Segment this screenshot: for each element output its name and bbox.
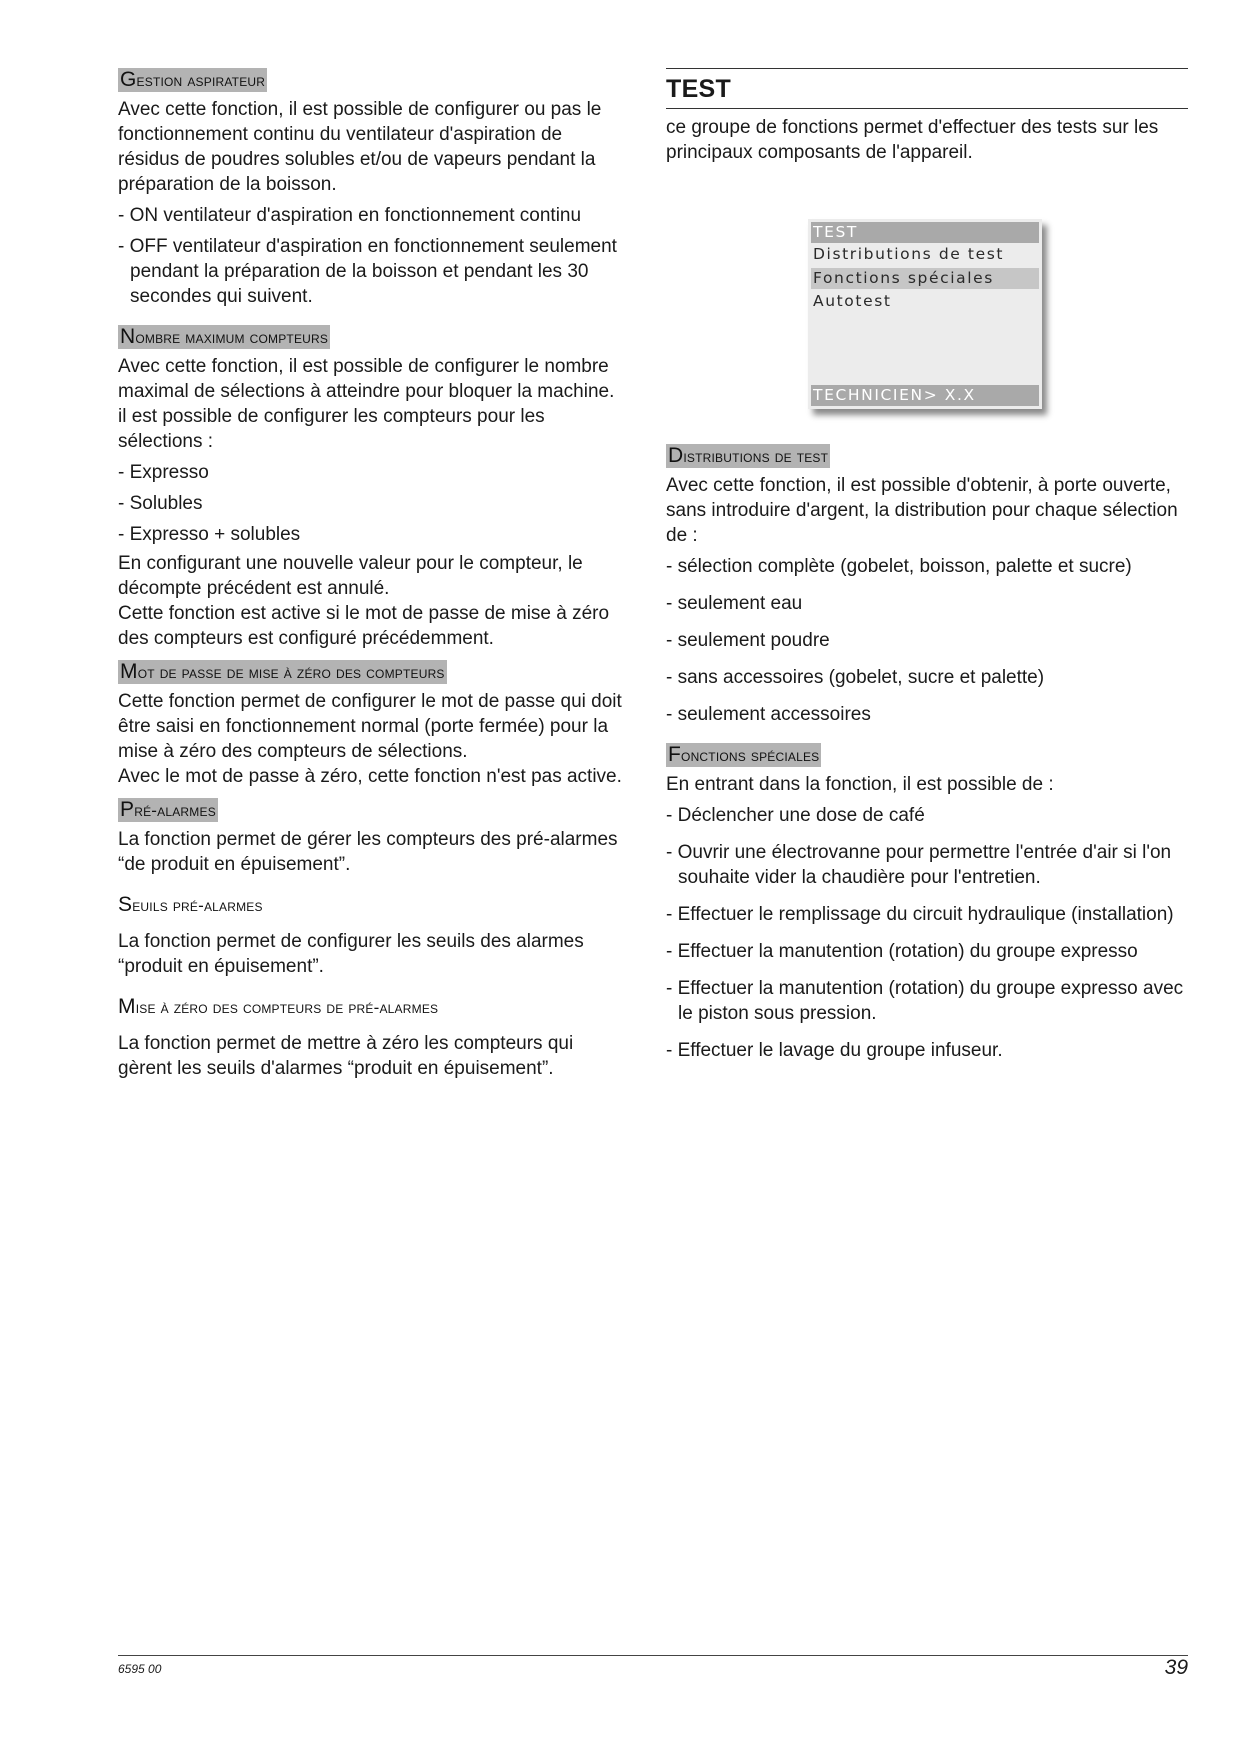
left-column bbox=[118, 68, 628, 1081]
screen-menu-item: Autotest bbox=[813, 292, 892, 310]
paragraph: La fonction permet de configurer les seuils des alarmes “produit en épuisement”. bbox=[118, 931, 584, 977]
paragraph: La fonction permet de mettre à zéro les compteurs qui gèrent les seuils d'alarmes “produit en épuisement”. bbox=[118, 1033, 574, 1079]
heading-mot-de-passe: Mot de passe de mise à zéro des compteurs bbox=[120, 660, 445, 683]
screen-header: TEST bbox=[811, 222, 1039, 243]
paragraph: il est possible de configurer les compteurs pour les sélections : bbox=[118, 406, 545, 452]
heading-fonctions-speciales: Fonctions spéciales bbox=[668, 743, 820, 766]
heading-pre-alarmes: Pré-alarmes bbox=[120, 798, 216, 821]
paragraph: Cette fonction permet de configurer le mot de passe qui doit être saisi en fonctionnement normal (porte fermée) pour la mise à zéro des compteurs de sélections. bbox=[118, 691, 622, 762]
paragraph: La fonction permet de gérer les compteurs des pré-alarmes “de produit en épuisement”. bbox=[118, 829, 618, 875]
list-item: - Effectuer le lavage du groupe infuseur. bbox=[666, 1040, 1003, 1061]
list-item: - sélection complète (gobelet, boisson, palette et sucre) bbox=[666, 556, 1132, 577]
list-item: - Effectuer le remplissage du circuit hydraulique (installation) bbox=[666, 904, 1174, 925]
list-item: - sans accessoires (gobelet, sucre et palette) bbox=[666, 667, 1045, 688]
heading-mise-a-zero-pre-alarmes: Mise à zéro des compteurs de pré-alarmes bbox=[118, 995, 439, 1018]
heading-gestion-aspirateur: Gestion aspirateur bbox=[120, 68, 266, 91]
page-number: 39 bbox=[1164, 1656, 1188, 1679]
list-item: - Effectuer la manutention (rotation) du groupe expresso avec le piston sous pression. bbox=[666, 978, 1184, 1024]
paragraph: Avec cette fonction, il est possible d'obtenir, à porte ouverte, sans introduire d'argent, la distribution pour chaque sélection de : bbox=[666, 475, 1178, 546]
list-item: - Ouvrir une électrovanne pour permettre l'entrée d'air si l'on souhaite vider la chaudière pour l'entretien. bbox=[666, 842, 1172, 888]
list-item: - ON ventilateur d'aspiration en fonctionnement continu bbox=[118, 205, 582, 226]
test-title-block bbox=[666, 68, 1188, 109]
paragraph: Avec cette fonction, il est possible de configurer ou pas le fonctionnement continu du ventilateur d'aspiration de résidus de poudres solubles et/ou de vapeurs pendant la préparation de la boisson. bbox=[118, 99, 602, 195]
list-item: - Déclencher une dose de café bbox=[666, 805, 925, 826]
heading-nombre-maximum-compteurs: Nombre maximum compteurs bbox=[120, 325, 329, 348]
list-item: - OFF ventilateur d'aspiration en fonctionnement seulement pendant la préparation de la boisson et pendant les 30 secondes qui suivent. bbox=[118, 236, 617, 307]
paragraph: ce groupe de fonctions permet d'effectuer des tests sur les principaux composants de l'appareil. bbox=[666, 117, 1159, 163]
display-screen bbox=[808, 219, 1042, 409]
paragraph: En entrant dans la fonction, il est possible de : bbox=[666, 774, 1054, 795]
list-item: - Expresso + solubles bbox=[118, 524, 301, 545]
heading-seuils-pre-alarmes: Seuils pré-alarmes bbox=[118, 893, 263, 916]
list-item: - seulement accessoires bbox=[666, 704, 871, 725]
list-item: - Expresso bbox=[118, 462, 209, 483]
document-code: 6595 00 bbox=[118, 1662, 162, 1676]
screen-footer: TECHNICIEN> X.X bbox=[811, 385, 1039, 406]
list-item: - seulement eau bbox=[666, 593, 803, 614]
heading-distributions-de-test: Distributions de test bbox=[668, 444, 829, 467]
list-item: - seulement poudre bbox=[666, 630, 830, 651]
paragraph: Cette fonction est active si le mot de passe de mise à zéro des compteurs est configuré précédemment. bbox=[118, 603, 610, 649]
footer-divider bbox=[118, 1655, 1188, 1656]
paragraph: En configurant une nouvelle valeur pour le compteur, le décompte précédent est annulé. bbox=[118, 553, 583, 599]
paragraph: Avec cette fonction, il est possible de configurer le nombre maximal de sélections à atteindre pour bloquer la machine. bbox=[118, 356, 615, 402]
list-item: - Effectuer la manutention (rotation) du groupe expresso bbox=[666, 941, 1138, 962]
page-title: TEST bbox=[666, 75, 732, 103]
screen-menu-item-selected: Fonctions spéciales bbox=[811, 268, 1039, 289]
list-item: - Solubles bbox=[118, 493, 203, 514]
right-column bbox=[666, 68, 1188, 1063]
screen-menu-item: Distributions de test bbox=[813, 245, 1005, 263]
paragraph: Avec le mot de passe à zéro, cette fonction n'est pas active. bbox=[118, 766, 622, 787]
